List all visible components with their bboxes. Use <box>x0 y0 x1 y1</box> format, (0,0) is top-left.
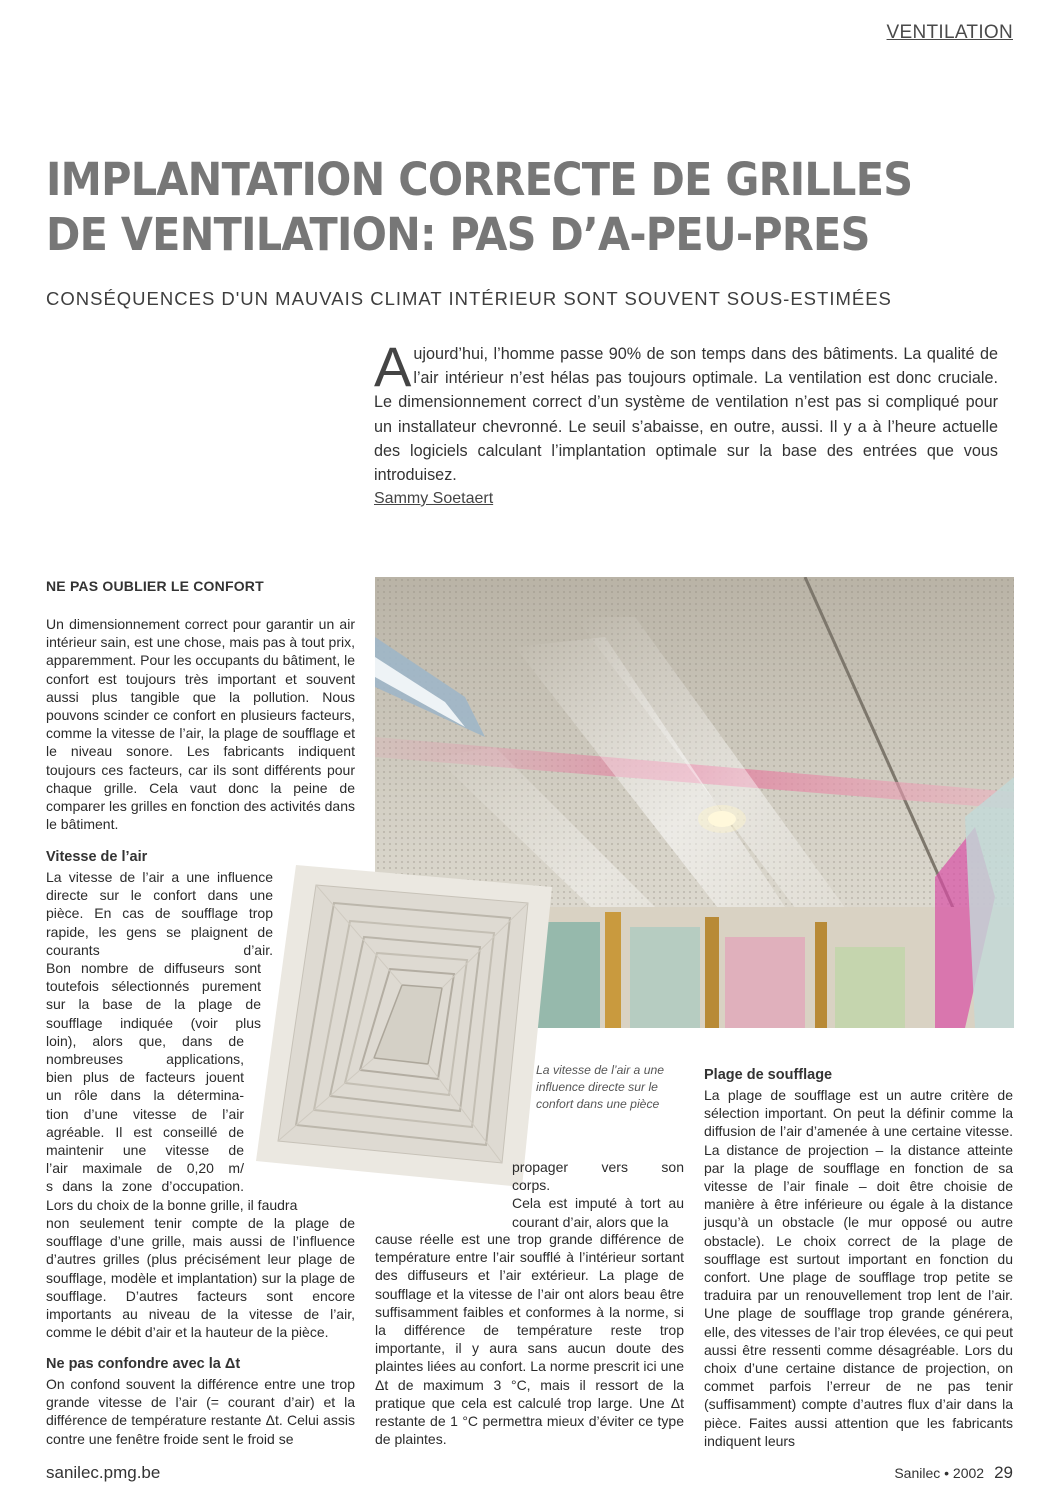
page-number: 29 <box>994 1463 1013 1482</box>
footer-folio <box>894 1463 1013 1483</box>
subheading-plage: Plage de soufflage <box>704 1067 833 1083</box>
text-line: nombreuses applications, <box>46 1051 244 1068</box>
article-intro <box>374 335 998 487</box>
text-line: directe sur le confort dans une <box>46 887 273 904</box>
text-line: pièce. En cas de soufflage trop <box>46 905 273 922</box>
text-line: Lors du choix de la bonne grille, il faudra <box>46 1196 298 1213</box>
section-heading-confort: NE PAS OUBLIER LE CONFORT <box>46 578 264 594</box>
subheading-delta-t: Ne pas confondre avec la Δt <box>46 1356 241 1372</box>
vitesse-paragraph: non seulement tenir compte de la plage de soufflage d’une grille, mais aussi de l’influence d’autres grilles (plus précisément leur plage de soufflage, modèle et implantation) sur la plage de soufflage. D’autres facteurs sont encore importants au niveau de la vitesse de l’air, comme le débit d’air et la hauteur de la pièce. <box>46 1215 355 1341</box>
text-line: agréable. Il est conseillé de <box>46 1123 244 1140</box>
text-line: toutefois sélectionnés purement <box>46 978 261 995</box>
text-line: Bon nombre de diffuseurs sont <box>46 960 261 977</box>
text-line: loin), alors que, dans de <box>46 1032 244 1049</box>
intro-text: ujourd’hui, l’homme passe 90% de son temps dans des bâtiments. La qualité de l’air intérieur n’est hélas pas toujours optimale. La ventilation est donc cruciale. Le dimensionnement correct d’un système de ventilation n’est pas si compliqué pour un installateur chevronné. Le seuil s’abaisse, en outre, aussi. Il y a à l’heure actuelle des logiciels calculant l’implantation optimale sur la base des entrées que vous introduisez. <box>374 345 998 485</box>
confort-paragraph: Un dimensionnement correct pour garantir un air intérieur sain, est une chose, mais pas à tout prix, apparemment. Pour les occupants du bâtiment, le confort est toujours très important et souvent aussi plus tangible que la pollution. Nous pouvons scinder ce confort en plusieurs facteurs, comme la vitesse de l’air, la plage de soufflage et le niveau sonore. Les fabricants indiquent toujours ces facteurs, car ils sont différents pour chaque grille. Cela vaut donc la peine de comparer les grilles en fonction des activités dans le bâtiment. <box>46 616 355 833</box>
text-line: maintenir une vitesse de <box>46 1142 244 1159</box>
text-line: Cela est imputé à tort au <box>512 1195 684 1212</box>
photo-caption: La vitesse de l’air a une influence directe sur le confort dans une pièce <box>536 1063 665 1111</box>
footer-magazine: Sanilec • 2002 <box>894 1465 985 1481</box>
col2-paragraph: cause réelle est une trop grande différence de température entre l’air soufflé à l’intérieur sortant des diffuseurs et l’air extérieur. La plage de soufflage et la vitesse de l’air ont alors beau être suffisamment faibles et conformes à la norme, si la différence de température reste trop importante, il y aura sans aucun doute des plaintes liées au confort. La norme prescrit ici une Δt de maximum 3 °C, mais il ressort de la pratique que cela est calculé trop large. Une Δt restante de 1 °C permettra mieux d’éviter ce type de plaintes. <box>375 1231 684 1448</box>
section-tag: VENTILATION <box>886 22 1013 43</box>
text-line: un rôle dans la détermina- <box>46 1087 244 1104</box>
text-line: corps. <box>512 1177 551 1194</box>
plage-paragraph: La plage de soufflage est un autre critère de sélection important. On peut la définir comme la diffusion de l’air d’amenée à une certaine vitesse. La distance de projection – la distance atteinte par la plage de soufflage en fonction de sa vitesse de l’air finale – doit être choisie de manière à être inférieure ou égale à la distance jusqu’à un obstacle (le mur opposé ou autre obstacle). Le choix correct de la plage de soufflage est surtout important en fonction du confort. Une plage de soufflage trop petite se traduira par un renouvellement trop lent de l’air. Une plage de soufflage trop grande générera, elle, des vitesses de l’air trop élevées, ce qui peut aussi être ressenti comme désagréable. Lors du choix d’une certaine distance de projection, on commet parfois l’erreur de ne pas tenir (suffisamment) compte d’autres flux d’air dans la pièce. Faites aussi attention que les fabricants indiquent leurs <box>704 1087 1013 1449</box>
text-line: La vitesse de l’air a une influence <box>46 869 273 885</box>
text-line: rapide, les gens se plaignent de <box>46 923 273 940</box>
article-title: IMPLANTATION CORRECTE DE GRILLES DE VENTILATION: PAS D’A-PEU-PRES <box>46 153 913 261</box>
subheading-vitesse: Vitesse de l’air <box>46 849 148 865</box>
author-byline: Sammy Soetaert <box>374 490 494 507</box>
text-line: s dans la zone d’occupation. <box>46 1178 244 1195</box>
grille-diffuser-photo <box>256 865 552 1187</box>
text-line: propager vers son <box>512 1159 684 1175</box>
delta-t-paragraph: On confond souvent la différence entre une trop grande vitesse de l’air (= courant d’air) et la différence de température restante Δt. Celui assis contre une fenêtre froide sent le froid se <box>46 1376 355 1447</box>
text-line: courant d’air, alors que la <box>512 1213 669 1230</box>
text-line: tion d’une vitesse de l’air <box>46 1105 244 1122</box>
article-subtitle: CONSÉQUENCES D'UN MAUVAIS CLIMAT INTÉRIEUR SONT SOUVENT SOUS-ESTIMÉES <box>46 288 892 309</box>
text-line: bien plus de facteurs jouent <box>46 1069 244 1086</box>
footer-website: sanilec.pmg.be <box>46 1463 161 1482</box>
drop-cap: A <box>374 335 412 398</box>
text-line: sur la base de la plage de <box>46 996 261 1013</box>
col2-wrap-text <box>512 1158 684 1231</box>
text-line: courants d’air. <box>46 941 273 958</box>
text-line: soufflage indiquée (voir plus <box>46 1014 261 1031</box>
text-line: l’air maximale de 0,20 m/ <box>46 1160 244 1177</box>
